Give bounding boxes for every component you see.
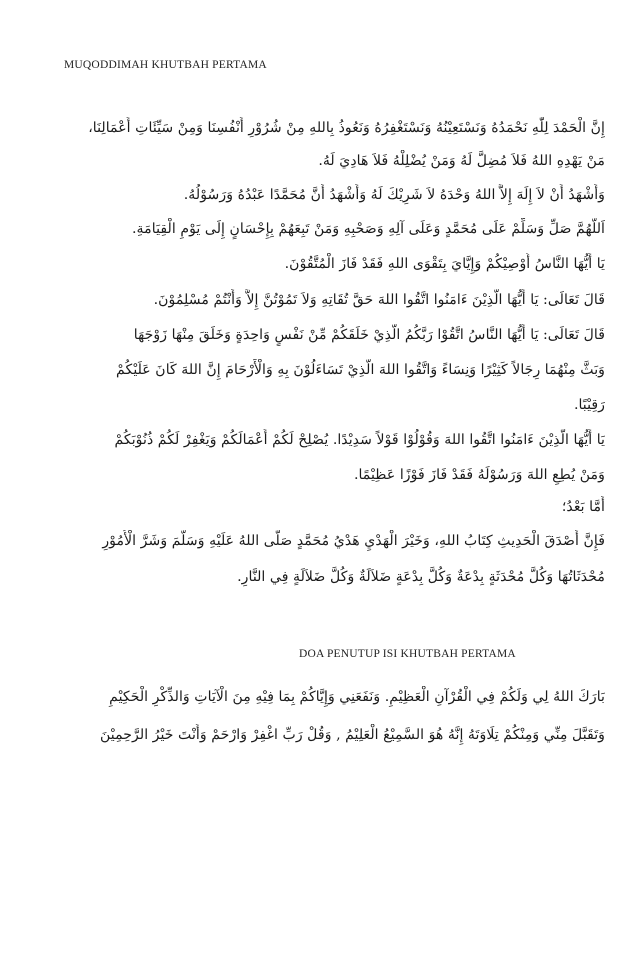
arabic-text-line: قَالَ تَعَالَى: يَا أَيُّهَا الَّذِيْنَ ءَامَنُوا اتَّقُوا اللهَ حَقَّ تُقَاتِهِ وَلاَ تَمُوْتُنَّ إِلاَّ وَأَنْتُمْ مُسْلِمُوْنَ.: [153, 292, 605, 308]
arabic-text-line: فَإِنَّ أَصْدَقَ الْحَدِيثِ كِتَابُ اللهِ، وَخَيْرَ الْهَدْيِ هَدْيُ مُحَمَّدٍ صَلَّى اللهُ عَلَيْهِ وَسَلَّمَ وَشَرَّ الْأُمُوْرِ: [102, 533, 605, 549]
arabic-text-line: يَا أَيُّهَا الَّذِيْنَ ءَامَنُوا اتَّقُوا اللهَ وَقُوْلُوْا قَوْلاً سَدِيْدًا. يُصْلِحْ لَكُمْ أَعْمَالَكُمْ وَيَغْفِرْ لَكُمْ ذُنُوْبَكُمْ: [114, 432, 605, 448]
arabic-text-line: وَأَشْهَدُ أَنْ لاَ إِلَهَ إِلاَّ اللهُ وَحْدَهُ لاَ شَرِيْكَ لَهُ وَأَشْهَدُ أَنَّ مُحَمَّدًا عَبْدُهُ وَرَسُوْلُهُ.: [183, 187, 605, 203]
arabic-text-line: يَا أَيُّهَا النَّاسُ أُوْصِيْكُمْ وَإِيَّايَ بِتَقْوَى اللهِ فَقَدْ فَازَ الْمُتَّقُوْنَ.: [284, 256, 605, 272]
arabic-text-line: إِنَّ الْحَمْدَ لِلّٰهِ نَحْمَدُهُ وَنَسْتَعِيْنُهُ وَنَسْتَغْفِرُهُ وَنَعُوذُ بِاللهِ مِنْ شُرُوْرِ أَنْفُسِنَا وَمِنْ سَيِّئَاتِ أَعْمَالِنَا،: [88, 120, 605, 136]
arabic-text-line: مَنْ يَهْدِهِ اللهُ فَلاَ مُضِلَّ لَهُ وَمَنْ يُضْلِلْهُ فَلاَ هَادِيَ لَهُ.: [318, 153, 605, 169]
arabic-text-line: رَقِيْبًا.: [573, 397, 605, 413]
section-heading-muqoddimah: MUQODDIMAH KHUTBAH PERTAMA: [64, 59, 267, 71]
arabic-text-line: قَالَ تَعَالَى: يَا أَيُّهَا النَّاسُ اتَّقُوْا رَبَّكُمُ الَّذِيْ خَلَقَكُمْ مِّنْ نَفْسٍ وَاحِدَةٍ وَخَلَقَ مِنْهَا زَوْجَهَا: [133, 327, 605, 343]
section-heading-doa-penutup: DOA PENUTUP ISI KHUTBAH PERTAMA: [299, 648, 516, 660]
arabic-prayer-line: وَتَقَبَّلَ مِنِّي وَمِنْكُمْ تِلَاوَتَهُ إِنَّهُ هُوَ السَّمِيْعُ الْعَلِيْمُ , وَقُلْ رَبِّ اغْفِرْ وَارْحَمْ وَأَنْتَ خَيْرُ الرَّحِمِيْنَ: [100, 727, 605, 743]
arabic-text-line: وَبَثَّ مِنْهُمَا رِجَالاً كَثِيْرًا وَنِسَاءً وَاتَّقُوا اللهَ الَّذِيْ تَسَاءَلُوْنَ بِهِ وَالْأَرْحَامَ إِنَّ اللهَ كَانَ عَلَيْكُمْ: [116, 362, 605, 378]
arabic-text-line: مُحْدَثَاتُهَا وَكُلَّ مُحْدَثَةٍ بِدْعَةٌ وَكُلَّ بِدْعَةٍ ضَلاَلَةٌ وَكُلَّ ضَلاَلَةٍ فِي النَّارِ.: [237, 569, 605, 585]
arabic-text-line: اَللَّهُمَّ صَلِّ وَسَلِّمْ عَلَى مُحَمَّدٍ وَعَلَى آلِهِ وَصَحْبِهِ وَمَنْ تَبِعَهُمْ بِإِحْسَانٍ إِلَى يَوْمِ الْقِيَامَةِ.: [132, 221, 605, 237]
arabic-text-line: وَمَنْ يُطِعِ اللهَ وَرَسُوْلَهُ فَقَدْ فَازَ فَوْزًا عَظِيْمًا.: [353, 467, 605, 483]
arabic-text-line: أَمَّا بَعْدُ؛: [561, 499, 605, 515]
arabic-prayer-line: بَارَكَ اللهُ لِي وَلَكُمْ فِي الْقُرْآنِ الْعَظِيْمِ. وَنَفَعَنِي وَإِيَّاكُمْ بِمَا فِيْهِ مِنَ الْآيَاتِ وَالذِّكْرِ الْحَكِيْمِ: [109, 689, 605, 705]
